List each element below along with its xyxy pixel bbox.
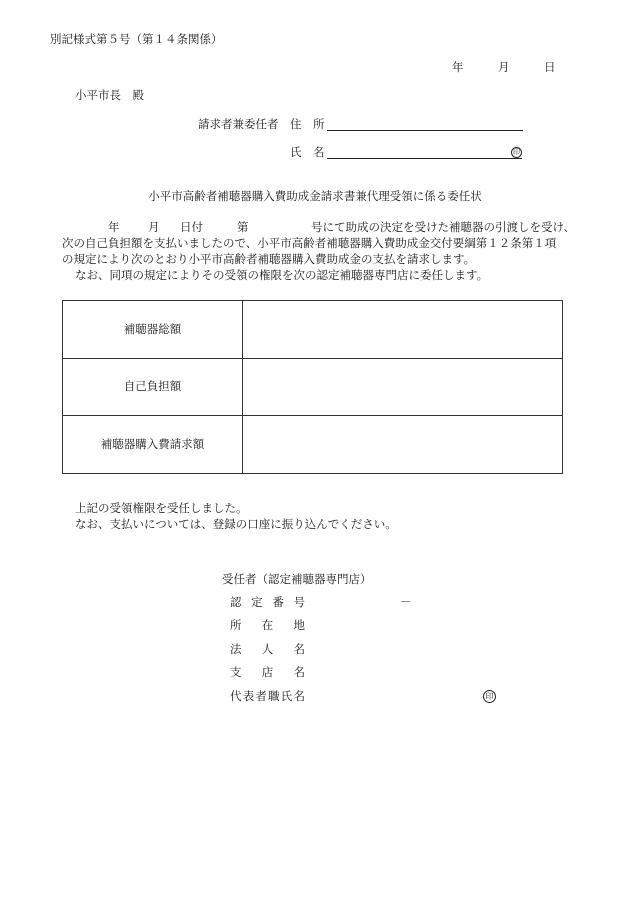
table-row: [63, 359, 563, 416]
total-amount-cell[interactable]: [243, 301, 563, 359]
location-label: 所 在 地: [230, 620, 305, 632]
document-title: 小平市高齢者補聴器購入費助成金請求書兼代理受領に係る委任状: [148, 191, 482, 203]
seal-mark-icon: 印: [513, 148, 520, 156]
amount-table: [62, 300, 563, 474]
acceptance-line-2: なお、支払いについては、登録の口座に振り込んでください。: [75, 519, 397, 531]
name-field[interactable]: [327, 158, 522, 159]
certification-number-value[interactable]: －: [400, 597, 412, 609]
self-pay-cell[interactable]: [243, 359, 563, 416]
date-year-label: 年: [452, 62, 464, 74]
corporation-name-label: 法 人 名: [230, 644, 305, 656]
paragraph-line-3: の規定により次のとおり小平市高齢者補聴器購入費助成金の支払を請求します。: [62, 254, 476, 266]
form-number: 別記様式第５号（第１４条関係）: [50, 34, 223, 46]
decision-day-label: 日付: [180, 222, 203, 234]
acceptance-line-1: 上記の受領権限を受任しました。: [75, 503, 248, 515]
date-day-label: 日: [544, 62, 556, 74]
address-label: 住 所: [290, 119, 325, 131]
paragraph-line-2: 次の自己負担額を支払いましたので、小平市高齢者補聴器購入費助成金交付要綱第１２条第１項: [62, 238, 557, 250]
claim-amount-label: 補聴器購入費請求額: [63, 416, 243, 474]
total-amount-label: 補聴器総額: [63, 301, 243, 359]
date-month-label: 月: [498, 62, 510, 74]
decision-number-prefix: 第: [237, 222, 249, 234]
applicant-role-label: 請求者兼委任者: [198, 119, 279, 131]
addressee: 小平市長 殿: [75, 90, 144, 102]
branch-name-label: 支 店 名: [230, 667, 305, 679]
self-pay-label: 自己負担額: [63, 359, 243, 416]
address-field[interactable]: [327, 130, 523, 131]
claim-amount-cell[interactable]: [243, 416, 563, 474]
table-row: [63, 301, 563, 359]
certification-number-label: 認 定 番 号: [230, 597, 305, 609]
paragraph-line-1: 号にて助成の決定を受けた補聴器の引渡しを受け、: [311, 222, 576, 234]
seal-mark-icon: 印: [483, 690, 496, 703]
decision-year-label: 年: [108, 222, 120, 234]
decision-month-label: 月: [148, 222, 160, 234]
name-label: 氏 名: [290, 147, 325, 159]
representative-name-label: 代表者職氏名: [230, 691, 305, 703]
table-row: [63, 416, 563, 474]
paragraph-line-4: なお、同項の規定によりその受領の権限を次の認定補聴器専門店に委任します。: [75, 270, 489, 282]
agent-heading: 受任者（認定補聴器専門店）: [222, 574, 372, 586]
